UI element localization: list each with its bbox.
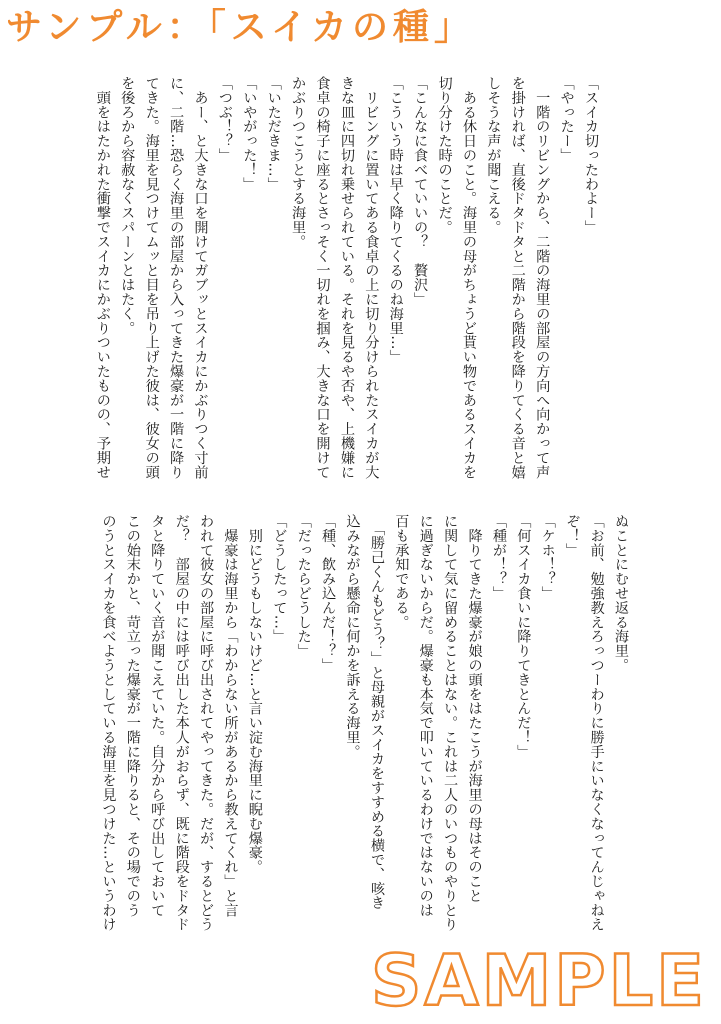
text-line: 「何スイカ食いに降りてきとんだ！」 bbox=[515, 514, 532, 759]
text-line: を掛ければ、直後ドタドタと二階から階段を降りてくる音と嬉 bbox=[509, 76, 526, 480]
text-line: 「だったらどうした」 bbox=[295, 514, 312, 658]
text-line: てきた。海里を見つけてムッと目を吊り上げた彼は、彼女の頭 bbox=[143, 76, 160, 480]
text-line: 「お前、勉強教えろっつーわりに勝手にいなくなってんじゃねえ bbox=[588, 514, 605, 932]
text-line: 「こういう時は早く降りてくるのね海里…」 bbox=[387, 76, 404, 364]
text-line: 「スイカ切ったわよー」 bbox=[583, 76, 599, 235]
text-line: きな皿に四切れ乗せられている。それを見るや否や、上機嫌に bbox=[338, 76, 355, 480]
text-line: われて彼女の部屋に呼び出されてやってきた。だが、するとどう bbox=[198, 514, 215, 932]
text-line: ある休日のこと。海里の母がちょうど貰い物であるスイカを bbox=[460, 76, 477, 480]
text-line: だ？ 部屋の中には呼び出した本人がおらず、既に階段をドタド bbox=[173, 514, 190, 932]
sample-watermark: SAMPLE bbox=[371, 940, 707, 1022]
text-line: 「どうしたって…」 bbox=[271, 514, 288, 644]
text-line: 「ケホ！？」 bbox=[539, 514, 556, 601]
text-line: タと降りていく音が聞こえていた。自分から呼び出しておいて bbox=[149, 514, 166, 918]
text-line: 頭をはたかれた衝撃でスイカにかぶりついたものの、予期せ bbox=[94, 76, 111, 480]
text-line: 別にどうもしないけど…と言い淀む海里に睨む爆豪。 bbox=[246, 514, 263, 874]
text-line: に過ぎないからだ。爆豪も本気で叩いているわけではないのは bbox=[417, 514, 434, 918]
text-line: 「勝己くんもどう？」と母親がスイカをすすめる横で、咳き bbox=[368, 514, 385, 911]
text-line: 切り分けた時のことだ。 bbox=[436, 76, 453, 235]
text-line: リビングに置いてある食卓の上に切り分けられたスイカが大 bbox=[363, 76, 380, 480]
body-text-top bbox=[3, 76, 603, 488]
page-title: サンプル：「スイカの種」 bbox=[6, 7, 475, 48]
text-line: 「種が！？」 bbox=[490, 514, 507, 601]
text-line: 「種、飲み込んだ！？」 bbox=[320, 514, 337, 673]
text-line: しそうな声が聞こえる。 bbox=[485, 76, 502, 235]
text-line: 「つぶ！？」 bbox=[216, 76, 233, 163]
text-line: 爆豪は海里から「わからない所があるから教えてくれ」と言 bbox=[222, 514, 239, 918]
text-line: 「いただきま…」 bbox=[265, 76, 282, 192]
text-line: を後ろから容赦なくスパーンとはたく。 bbox=[119, 76, 136, 336]
text-line: かぶりつこうとする海里。 bbox=[290, 76, 307, 249]
text-line: ぞ！」 bbox=[564, 514, 581, 558]
text-line: 食卓の椅子に座るとさっそく一切れを掴み、大きな口を開けて bbox=[314, 76, 331, 480]
text-line: のうとスイカを食べようとしている海里を見つけた…というわけ bbox=[100, 514, 117, 932]
text-line: 降りてきた爆豪が娘の頭をはたこうが海里の母はそのこと bbox=[466, 514, 483, 903]
text-line: 「いやがった！」 bbox=[241, 76, 258, 192]
text-line: 「やったー」 bbox=[558, 76, 575, 163]
text-line: 「こんなに食べていいの？ 贅沢」 bbox=[412, 76, 429, 307]
text-line: あー、と大きな口を開けてガブッとスイカにかぶりつく寸前 bbox=[192, 76, 209, 480]
text-line: ぬことにむせ返る海里。 bbox=[613, 514, 629, 673]
text-line: 一階のリビングから、二階の海里の部屋の方向へ向かって声 bbox=[534, 76, 551, 480]
body-text-bottom bbox=[93, 514, 633, 934]
text-line: に関して気に留めることはない。これは二人のいつものやりとり bbox=[442, 514, 459, 932]
text-line: この始末かと、苛立った爆豪が一階に降りると、その場でのう bbox=[124, 514, 141, 918]
text-line: 百も承知である。 bbox=[393, 514, 410, 630]
text-line: 込みながら懸命に何かを訴える海里。 bbox=[344, 514, 361, 759]
text-line: に、二階…恐らく海里の部屋から入ってきた爆豪が一階に降り bbox=[168, 76, 185, 480]
